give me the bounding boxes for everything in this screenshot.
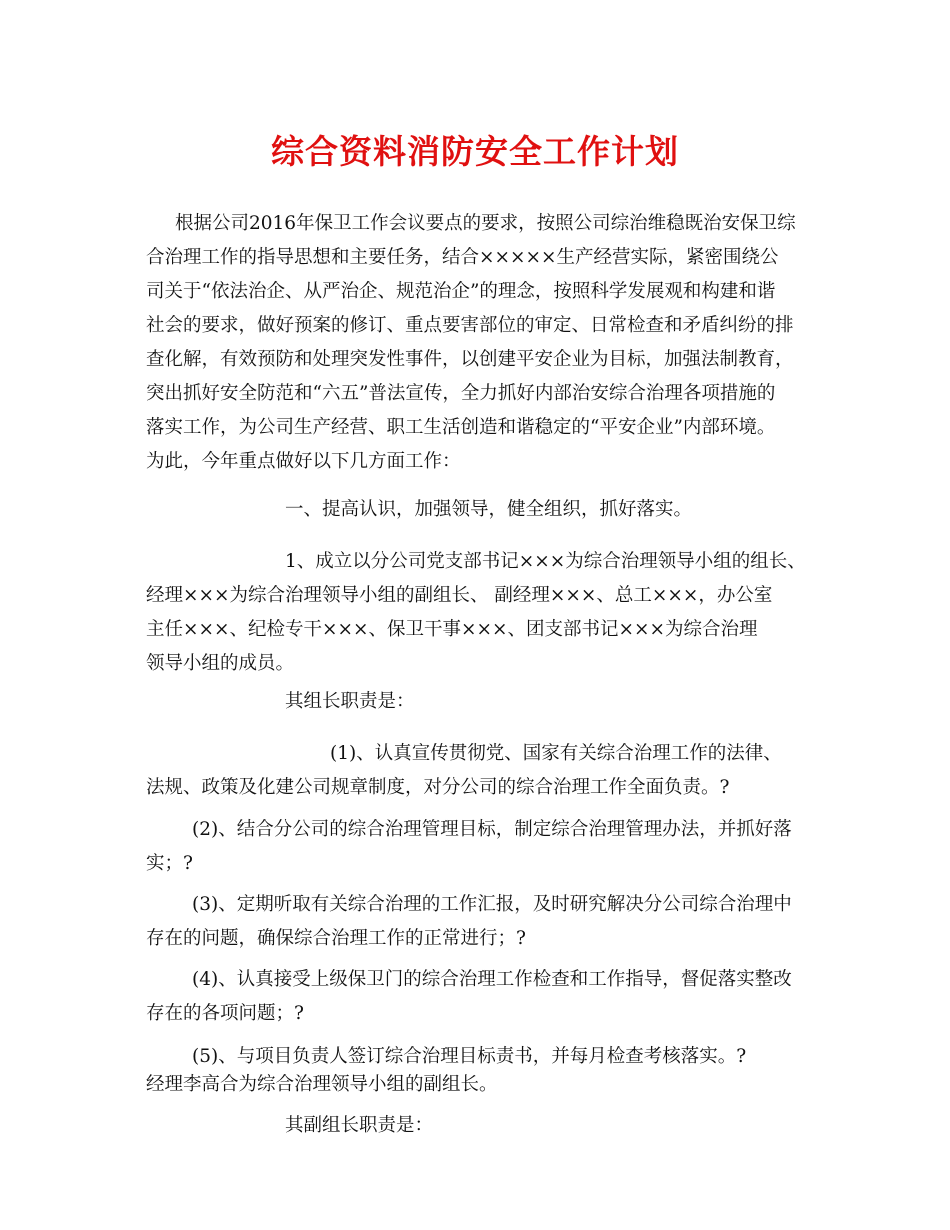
paragraph-line: 存在的问题，确保综合治理工作的正常进行；? xyxy=(146,928,526,949)
subsection-heading: 其组长职责是： xyxy=(285,691,415,712)
document-title: 综合资料消防安全工作计划 xyxy=(271,132,679,171)
paragraph-line: (5)、与项目负责人签订综合治理目标责书，并每月检查考核落实。? xyxy=(192,1046,747,1067)
paragraph-line: 法规、政策及化建公司规章制度，对分公司的综合治理工作全面负责。? xyxy=(146,777,730,798)
subsection-heading: 其副组长职责是： xyxy=(285,1115,434,1136)
paragraph-line: 查化解，有效预防和处理突发性事件，以创建平安企业为目标，加强法制教育， xyxy=(146,349,794,370)
paragraph-line: 落实工作，为公司生产经营、职工生活创造和谐稳定的“平安企业”内部环境。 xyxy=(146,417,776,438)
paragraph-line: 实；? xyxy=(146,853,193,874)
paragraph-line: 司关于“依法治企、从严治企、规范治企”的理念，按照科学发展观和构建和谐 xyxy=(146,281,776,302)
paragraph-line: (1)、认真宣传贯彻党、国家有关综合治理工作的法律、 xyxy=(330,743,782,764)
paragraph-line: (3)、定期听取有关综合治理的工作汇报，及时研究解决分公司综合治理中 xyxy=(192,894,792,915)
paragraph-line: 领导小组的成员。 xyxy=(146,653,295,674)
paragraph-line: 1、成立以分公司党支部书记×××为综合治理领导小组的组长、 xyxy=(285,551,806,572)
paragraph-line: 合治理工作的指导思想和主要任务，结合×××××生产经营实际，紧密围绕公 xyxy=(146,247,779,268)
paragraph-line: 经理×××为综合治理领导小组的副组长、 副经理×××、总工×××，办公室 xyxy=(146,585,773,606)
paragraph-line: 存在的各项问题；? xyxy=(146,1003,304,1024)
section-heading: 一、提高认识，加强领导，健全组织，抓好落实。 xyxy=(285,499,693,520)
paragraph-line: 主任×××、纪检专干×××、保卫干事×××、团支部书记×××为综合治理 xyxy=(146,619,758,640)
paragraph-line: (4)、认真接受上级保卫门的综合治理工作检查和工作指导，督促落实整改 xyxy=(192,969,792,990)
paragraph-line: 根据公司2016年保卫工作会议要点的要求，按照公司综治维稳既治安保卫综 xyxy=(175,213,796,234)
paragraph-line: 为此，今年重点做好以下几方面工作： xyxy=(146,451,461,472)
paragraph-line: 突出抓好安全防范和“六五”普法宣传，全力抓好内部治安综合治理各项措施的 xyxy=(146,383,776,404)
paragraph-line: 经理李高合为综合治理领导小组的副组长。 xyxy=(146,1074,498,1095)
paragraph-line: 社会的要求，做好预案的修订、重点要害部位的审定、日常检查和矛盾纠纷的排 xyxy=(146,315,794,336)
paragraph-line: (2)、结合分公司的综合治理管理目标，制定综合治理管理办法，并抓好落 xyxy=(192,819,792,840)
